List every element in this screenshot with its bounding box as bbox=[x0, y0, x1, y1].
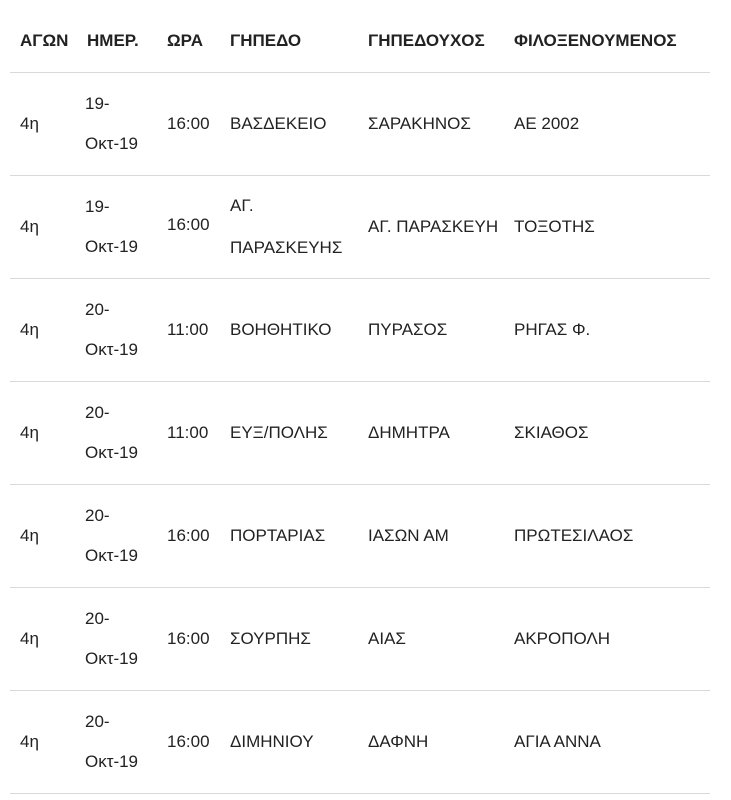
date-month-year: Οκτ-19 bbox=[85, 546, 139, 565]
date-day: 20- bbox=[85, 712, 110, 731]
cell-round: 4η bbox=[20, 629, 39, 648]
cell-venue: ΒΑΣΔΕΚΕΙΟ bbox=[230, 114, 327, 133]
cell-time: 16:00 bbox=[167, 732, 210, 751]
cell-home: ΑΓ. ΠΑΡΑΣΚΕΥΗ bbox=[368, 217, 499, 236]
header-time: ΩΡΑ bbox=[167, 31, 203, 50]
cell-home: ΔΑΦΝΗ bbox=[368, 732, 429, 751]
header-venue: ΓΗΠΕΔΟ bbox=[230, 31, 302, 50]
table-row bbox=[10, 382, 710, 485]
cell-date bbox=[77, 176, 157, 279]
cell-date bbox=[77, 73, 157, 176]
cell-round: 4η bbox=[20, 423, 39, 442]
cell-away: ΠΡΩΤΕΣΙΛΑΟΣ bbox=[514, 526, 634, 545]
table-row bbox=[10, 176, 710, 279]
cell-time: 16:00 bbox=[167, 526, 210, 545]
cell-away: ΣΚΙΑΘΟΣ bbox=[514, 423, 589, 442]
cell-away: ΑΓΙΑ ΑΝΝΑ bbox=[514, 732, 601, 751]
cell-venue: ΠΟΡΤΑΡΙΑΣ bbox=[230, 526, 326, 545]
date-day: 19- bbox=[85, 94, 110, 113]
table-row bbox=[10, 73, 710, 176]
date-month-year: Οκτ-19 bbox=[85, 134, 139, 153]
cell-away: ΑΕ 2002 bbox=[514, 114, 580, 133]
cell-date bbox=[77, 485, 157, 588]
cell-round: 4η bbox=[20, 217, 39, 236]
date-day: 20- bbox=[85, 506, 110, 525]
cell-home: ΑΙΑΣ bbox=[368, 629, 406, 648]
date-day: 19- bbox=[85, 197, 110, 216]
date-month-year: Οκτ-19 bbox=[85, 340, 139, 359]
cell-round: 4η bbox=[20, 320, 39, 339]
cell-round: 4η bbox=[20, 114, 39, 133]
table-row bbox=[10, 588, 710, 691]
table-row bbox=[10, 691, 710, 794]
date-day: 20- bbox=[85, 403, 110, 422]
header-away: ΦΙΛΟΞΕΝΟΥΜΕΝΟΣ bbox=[514, 31, 677, 50]
date-month-year: Οκτ-19 bbox=[85, 752, 139, 771]
cell-round: 4η bbox=[20, 526, 39, 545]
cell-date bbox=[77, 382, 157, 485]
cell-time: 16:00 bbox=[167, 114, 210, 133]
cell-venue: ΑΓ. ΠΑΡΑΣΚΕΥΗΣ bbox=[230, 196, 343, 257]
cell-time: 11:00 bbox=[167, 423, 209, 442]
date-day: 20- bbox=[85, 300, 110, 319]
fixtures-table bbox=[10, 18, 710, 794]
cell-time: 11:00 bbox=[167, 320, 209, 339]
cell-away: ΑΚΡΟΠΟΛΗ bbox=[514, 629, 611, 648]
cell-time: 16:00 bbox=[167, 215, 210, 234]
cell-date bbox=[77, 279, 157, 382]
table-row bbox=[10, 279, 710, 382]
cell-round: 4η bbox=[20, 732, 39, 751]
cell-venue: ΒΟΗΘΗΤΙΚΟ bbox=[230, 320, 332, 339]
cell-time: 16:00 bbox=[167, 629, 210, 648]
table-row bbox=[10, 485, 710, 588]
header-row bbox=[10, 18, 710, 73]
cell-home: ΙΑΣΩΝ ΑΜ bbox=[368, 526, 449, 545]
date-month-year: Οκτ-19 bbox=[85, 443, 139, 462]
cell-away: ΤΟΞΟΤΗΣ bbox=[514, 217, 595, 236]
cell-home: ΠΥΡΑΣΟΣ bbox=[368, 320, 448, 339]
cell-venue: ΣΟΥΡΠΗΣ bbox=[230, 629, 311, 648]
cell-venue: ΔΙΜΗΝΙΟΥ bbox=[230, 732, 314, 751]
cell-home: ΔΗΜΗΤΡΑ bbox=[368, 423, 450, 442]
cell-date bbox=[77, 691, 157, 794]
cell-venue: ΕΥΞ/ΠΟΛΗΣ bbox=[230, 423, 328, 442]
header-round: ΑΓΩΝ bbox=[20, 31, 69, 50]
cell-home: ΣΑΡΑΚΗΝΟΣ bbox=[368, 114, 471, 133]
date-month-year: Οκτ-19 bbox=[85, 237, 139, 256]
date-day: 20- bbox=[85, 609, 110, 628]
cell-away: ΡΗΓΑΣ Φ. bbox=[514, 320, 591, 339]
cell-date bbox=[77, 588, 157, 691]
date-month-year: Οκτ-19 bbox=[85, 649, 139, 668]
header-home: ΓΗΠΕΔΟΥΧΟΣ bbox=[368, 31, 485, 50]
header-date: ΗΜΕΡ. bbox=[87, 31, 139, 50]
